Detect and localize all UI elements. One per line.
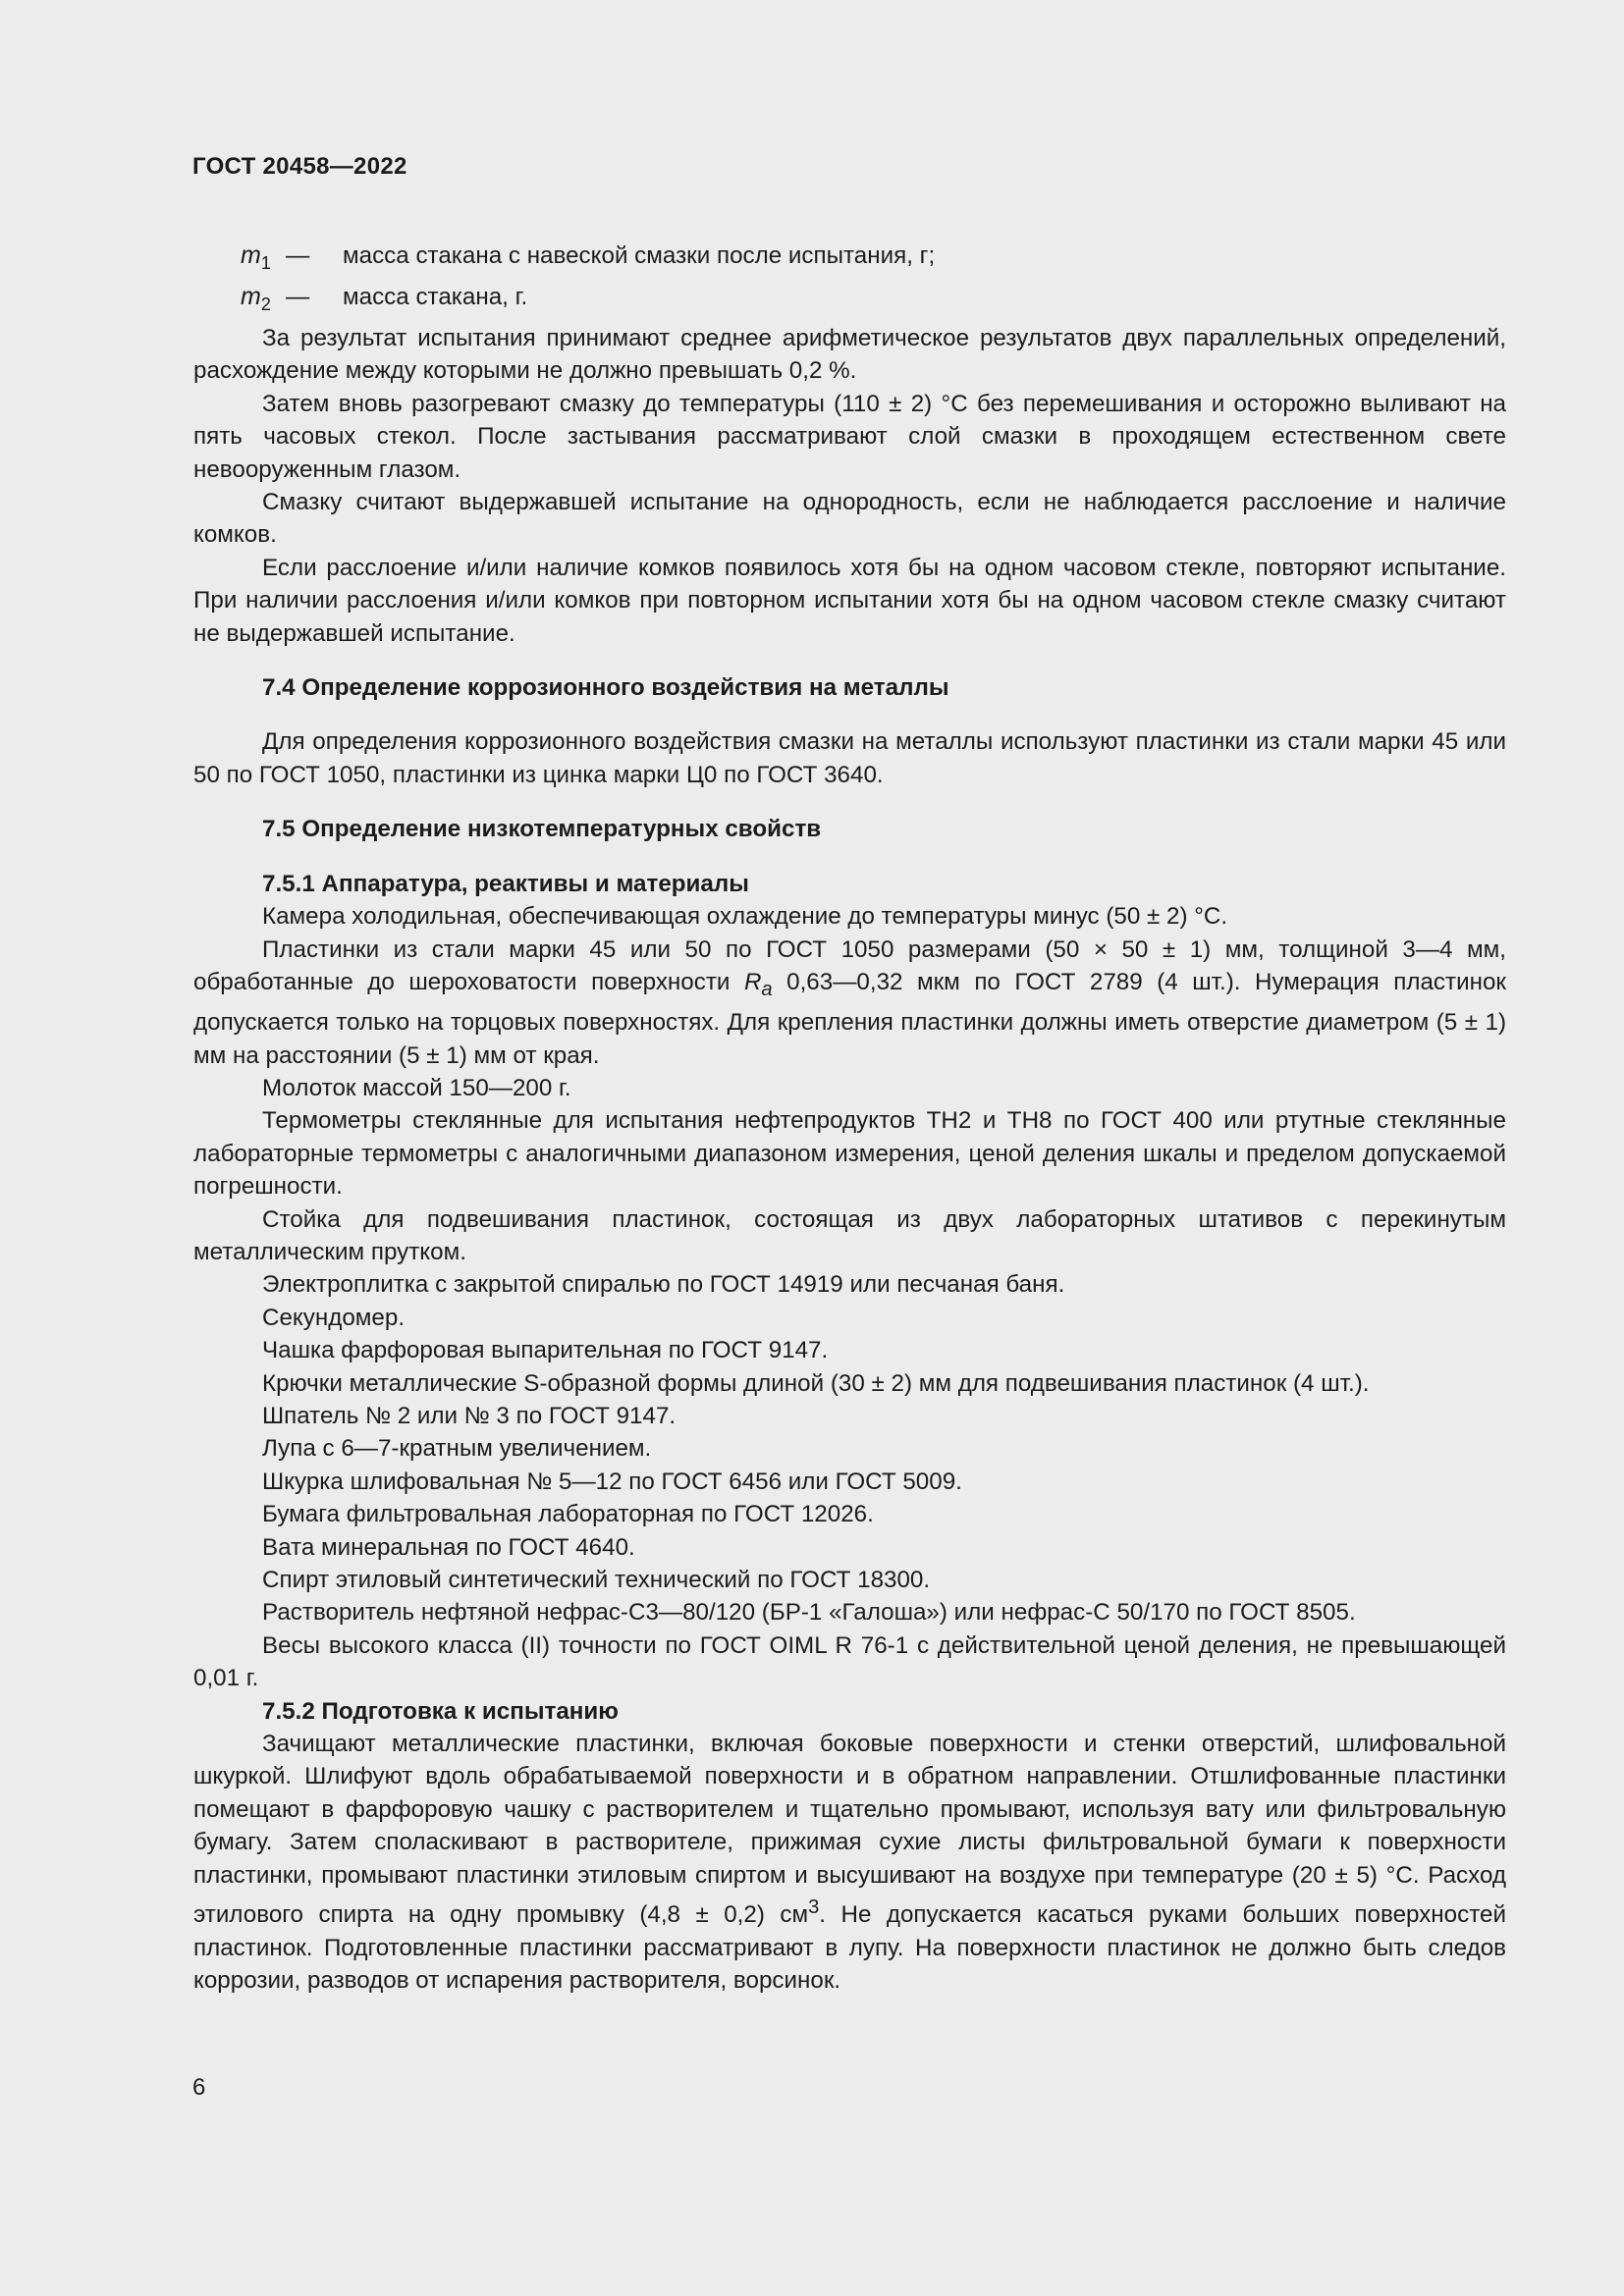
superscript: 3 <box>808 1896 820 1919</box>
variable-definitions <box>193 240 1506 322</box>
list-item: Весы высокого класса (II) точности по ГОСТ OIML R 76-1 с действительной ценой деления, не превышающей 0,01 г. <box>193 1631 1506 1692</box>
paragraph: Смазку считают выдержавшей испытание на однородность, если не наблюдается расслоение и наличие комков. <box>193 489 1506 549</box>
page-body <box>193 240 1506 1997</box>
variable-description: масса стакана, г. <box>343 284 528 310</box>
list-item: Чашка фарфоровая выпарительная по ГОСТ 9147. <box>262 1337 829 1364</box>
list-item: Электроплитка с закрытой спиралью по ГОСТ 14919 или песчаная баня. <box>262 1271 1065 1299</box>
list-item: Шпатель № 2 или № 3 по ГОСТ 9147. <box>262 1403 677 1430</box>
paragraph: Если расслоение и/или наличие комков появилось хотя бы на одном часовом стекле, повторяют испытание. При наличии расслоения и/или комков при повторном испытании хотя бы на одном часовом стекле смазку считают не выдержавшей испытание. <box>193 554 1506 647</box>
list-item: Секундомер. <box>262 1304 406 1331</box>
list-item: Спирт этиловый синтетический технический по ГОСТ 18300. <box>262 1567 931 1594</box>
paragraph: Затем вновь разогревают смазку до температуры (110 ± 2) °C без перемешивания и осторожно выливают на пять часовых стекол. После застывания рассматривают слой смазки в проходящем естественном свете невооруженным глазом. <box>193 390 1506 483</box>
list-item: Молоток массой 150—200 г. <box>262 1074 571 1101</box>
paragraph: Для определения коррозионного воздействия смазки на металлы используют пластинки из стали марки 45 или 50 по ГОСТ 1050, пластинки из цинка марки Ц0 по ГОСТ 3640. <box>193 728 1506 788</box>
paragraph: За результат испытания принимают среднее арифметическое результатов двух параллельных определений, расхождение между которыми не должно превышать 0,2 %. <box>193 325 1506 385</box>
em-dash: — <box>286 242 310 269</box>
variable-symbol: $m_2$ <box>241 283 271 314</box>
list-item: Крючки металлические S-образной формы длиной (30 ± 2) мм для подвешивания пластинок (4 шт.). <box>262 1369 1370 1397</box>
list-item: Вата минеральная по ГОСТ 4640. <box>262 1533 635 1561</box>
section-heading-7-4: 7.4 Определение коррозионного воздействия на металлы <box>262 674 949 702</box>
list-item: Пластинки из стали марки 45 или 50 по ГОСТ 1050 размерами (50 × 50 ± 1) мм, толщиной 3—4 мм, обработанные до шероховатости поверхности $R_a$ 0,63—0,32 мкм по ГОСТ 2789 (4 шт.). Нумерация пластинок допускается только на торцовых поверхностях. Для крепления пластинки должны иметь отверстие диаметром (5 ± 1) мм на расстоянии (5 ± 1) мм от края. <box>193 935 1506 1069</box>
document-code-header: ГОСТ 20458—2022 <box>192 153 407 180</box>
list-item: Шкурка шлифовальная № 5—12 по ГОСТ 6456 или ГОСТ 5009. <box>262 1468 962 1495</box>
section-heading-7-5: 7.5 Определение низкотемпературных свойств <box>262 816 822 843</box>
section-heading-7-5-2: 7.5.2 Подготовка к испытанию <box>262 1697 619 1725</box>
variable-row <box>193 240 1506 281</box>
paragraph: Зачищают металлические пластинки, включая боковые поверхности и стенки отверстий, шлифовальной шкуркой. Шлифуют вдоль обрабатываемой поверхности и в обратном направлении. Отшлифованные пластинки помещают в фарфоровую чашку с растворителем и тщательно промывают, используя вату или фильтровальную бумагу. Затем споласкивают в растворителе, прижимая сухие листы фильтровальной бумаги к поверхности пластинки, промывают пластинки этиловым спиртом и высушивают на воздухе при температуре (20 ± 5) °C. Расход этилового спирта на одну промывку (4,8 ± 0,2) $см^3$. Не допускается касаться руками больших поверхностей пластинок. Подготовленные пластинки рассматривают в лупу. На поверхности пластинок не должно быть следов коррозии, разводов от испарения растворителя, ворсинок. <box>193 1731 1506 1994</box>
variable-description: масса стакана с навеской смазки после испытания, г; <box>343 242 936 269</box>
roughness-symbol: $R_a$ <box>743 968 773 1000</box>
list-item: Термометры стеклянные для испытания нефтепродуктов ТН2 и ТН8 по ГОСТ 400 или ртутные стеклянные лабораторные термометры с аналогичными диапазоном измерения, ценой деления шкалы и пределом допускаемой погрешности. <box>193 1107 1506 1201</box>
variable-row <box>193 281 1506 322</box>
list-item: Бумага фильтровальная лабораторная по ГОСТ 12026. <box>262 1501 874 1528</box>
list-item: Растворитель нефтяной нефрас-С3—80/120 (БР-1 «Галоша») или нефрас-С 50/170 по ГОСТ 8505. <box>262 1599 1356 1627</box>
section-heading-7-5-1: 7.5.1 Аппаратура, реактивы и материалы <box>262 870 749 897</box>
em-dash: — <box>286 284 310 310</box>
list-item: Стойка для подвешивания пластинок, состоящая из двух лабораторных штативов с перекинутым металлическим прутком. <box>193 1205 1506 1265</box>
list-item: Камера холодильная, обеспечивающая охлаждение до температуры минус (50 ± 2) °C. <box>262 903 1228 931</box>
page-number: 6 <box>192 2074 206 2101</box>
variable-symbol: $m_1$ <box>241 241 271 273</box>
list-item: Лупа с 6—7-кратным увеличением. <box>262 1435 652 1463</box>
